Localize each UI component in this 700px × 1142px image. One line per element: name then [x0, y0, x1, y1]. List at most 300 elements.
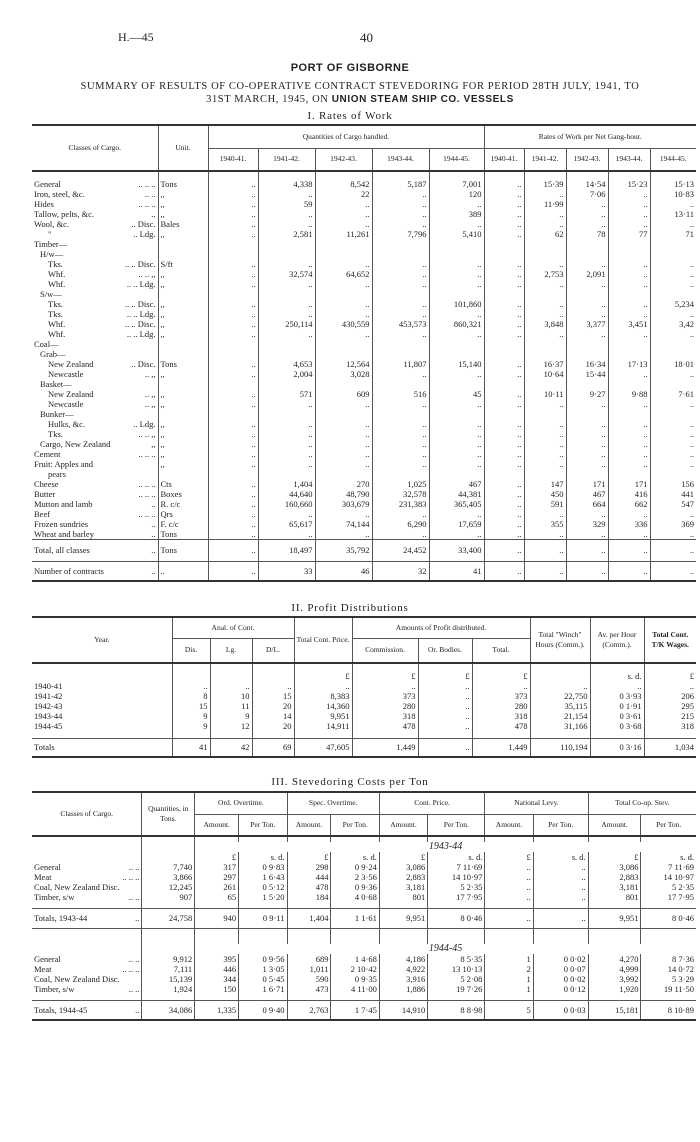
quantity-cell: 8,542: [315, 179, 372, 189]
cargo-class: [32, 279, 158, 289]
cargo-qualifier: .. .. ..: [138, 178, 156, 189]
col-amount: Amount.: [287, 814, 331, 836]
winch-cell: 35,115: [530, 701, 590, 711]
quantity-cell: ..: [372, 429, 429, 439]
spacer-cell: [210, 731, 252, 739]
cargo-label: Totals, 1943-44: [34, 913, 88, 923]
rate-cell: 10·83: [650, 189, 696, 199]
rate-cell: 591: [524, 499, 566, 509]
table-row: [32, 229, 696, 239]
quantity-cell: 303,679: [315, 499, 372, 509]
cargo-qualifier: .. Disc.: [131, 218, 156, 229]
amount-cell: 2,763: [287, 1000, 331, 1020]
cargo-label: Tallow, pelts, &c.: [34, 208, 94, 219]
quantity-cell: ..: [258, 189, 315, 199]
col-unit: Unit.: [158, 125, 208, 171]
units-row: [32, 663, 696, 681]
rate-cell: [484, 469, 524, 479]
quantity-cell: 231,383: [372, 499, 429, 509]
table-row: [32, 319, 696, 329]
per-ton-cell: 0 9·36: [331, 882, 379, 892]
rate-cell: 547: [650, 499, 696, 509]
per-ton-cell: 1 6·71: [239, 984, 287, 994]
winch-cell: 21,154: [530, 711, 590, 721]
quantity-cell: ..: [429, 219, 484, 229]
quantity-cell: ..: [208, 319, 258, 329]
amount-cell: 1,886: [379, 984, 427, 994]
unit-cell: ,,: [158, 389, 208, 399]
cargo-label: General: [34, 862, 61, 872]
per-ton-cell: 0 0·02: [533, 974, 588, 984]
quantity-cell: 389: [429, 209, 484, 219]
quantity-cell: [372, 239, 429, 249]
quantity-cell: 3,028: [315, 369, 372, 379]
rate-cell: 10·11: [524, 389, 566, 399]
cargo-qualifier: ..: [151, 498, 156, 509]
table-row: [32, 519, 696, 529]
cargo-label: General: [34, 178, 61, 189]
quantity-cell: ..: [258, 209, 315, 219]
rate-cell: [524, 409, 566, 419]
quantity-cell: 12,564: [315, 359, 372, 369]
cargo-qualifier: .. .. ..: [122, 872, 140, 882]
quantity-cell: 45: [429, 389, 484, 399]
per-ton-cell: 8 8·98: [428, 1000, 485, 1020]
cargo-label: Iron, steel, &c.: [34, 188, 85, 199]
cargo-label: Coal, New Zealand Disc.: [34, 974, 120, 984]
quantity-cell: ..: [315, 199, 372, 209]
unit-cell: Tons: [158, 539, 208, 561]
spacer-cell: [32, 944, 142, 954]
quantity-cell: [258, 249, 315, 259]
cargo-qualifier: .. ..: [128, 954, 140, 964]
rate-cell: 2,091: [566, 269, 608, 279]
amount-cell: 3,181: [588, 882, 641, 892]
rate-cell: 3,848: [524, 319, 566, 329]
cargo-label: Timber, s/w: [34, 984, 75, 994]
table-row: [32, 409, 696, 419]
quantity-cell: 2,004: [258, 369, 315, 379]
quantity-cell: [208, 339, 258, 349]
quantity-cell: ..: [372, 369, 429, 379]
rate-cell: ..: [524, 539, 566, 561]
table-row: [32, 984, 696, 994]
cargo-qualifier: .. .. Disc.: [125, 258, 156, 269]
page-number: 40: [360, 30, 373, 45]
unit-cell: Bales: [158, 219, 208, 229]
unit-cell: S/ft: [158, 259, 208, 269]
table-row: [32, 179, 696, 189]
price-cell: 14,360: [294, 701, 352, 711]
rate-cell: [484, 289, 524, 299]
quantity-cell: 270: [315, 479, 372, 489]
quantity-cell: [208, 289, 258, 299]
amount-cell: 444: [287, 872, 331, 882]
cargo-label: Newcastle: [48, 368, 84, 379]
rate-cell: [650, 339, 696, 349]
col-amount: Amount.: [195, 814, 239, 836]
rate-cell: [524, 469, 566, 479]
winch-cell: 22,750: [530, 691, 590, 701]
unit-cell: ,,: [158, 319, 208, 329]
rate-cell: ..: [484, 429, 524, 439]
per-ton-cell: 1 4·68: [331, 954, 379, 964]
rate-cell: ..: [484, 561, 524, 581]
amount-cell: 1,011: [287, 964, 331, 974]
cargo-qualifier: .. .. ..: [138, 198, 156, 209]
cargo-qualifier: .. ..: [128, 862, 140, 872]
quantity-cell: [429, 339, 484, 349]
dis-cell: 9: [172, 711, 210, 721]
rate-cell: [608, 339, 650, 349]
quantity-cell: 11,261: [315, 229, 372, 239]
rate-cell: 78: [566, 229, 608, 239]
section-2-title: II. Profit Distributions: [291, 602, 409, 614]
per-ton-cell: 1 6·43: [239, 872, 287, 882]
col-or-bodies: Or. Bodies.: [418, 639, 472, 663]
quantity-cell: 609: [315, 389, 372, 399]
quantity-cell: ..: [372, 439, 429, 449]
spacer-cell: [485, 928, 533, 938]
cargo-class: [32, 469, 158, 479]
cargo-class: [32, 908, 142, 928]
spacer-cell: [32, 852, 142, 862]
rate-cell: [608, 349, 650, 359]
cargo-label: pears: [48, 468, 66, 479]
lg-cell: 11: [210, 701, 252, 711]
rate-cell: ..: [524, 209, 566, 219]
quantity-cell: ..: [258, 419, 315, 429]
rate-cell: [484, 379, 524, 389]
table-row: [32, 509, 696, 519]
rate-cell: ..: [566, 449, 608, 459]
amount-cell: 2,883: [588, 872, 641, 882]
cargo-label: Meat: [34, 964, 52, 974]
total-cell: ..: [472, 681, 530, 691]
per-ton-cell: 5 2·35: [428, 882, 485, 892]
col-dis: Dis.: [172, 639, 210, 663]
per-ton-cell: 4 0·68: [331, 892, 379, 902]
quantity-cell: ..: [372, 219, 429, 229]
av-cell: 0 3·68: [590, 721, 644, 731]
year-cell: 1941-42: [34, 690, 63, 701]
rate-cell: ..: [484, 399, 524, 409]
unit-symbol: s. d.: [641, 852, 696, 862]
cargo-label: Grab—: [40, 348, 66, 359]
cargo-label: Hides: [34, 198, 54, 209]
amount-cell: 446: [195, 964, 239, 974]
rate-cell: 11·99: [524, 199, 566, 209]
rate-cell: 9·27: [566, 389, 608, 399]
cargo-class: [32, 299, 158, 309]
unit-symbol: £: [287, 852, 331, 862]
per-ton-cell: 0 9·35: [331, 974, 379, 984]
quantity-cell: ..: [429, 529, 484, 540]
rate-cell: ..: [524, 419, 566, 429]
rate-cell: ..: [650, 509, 696, 519]
rate-year-header: 1940-41.: [484, 149, 524, 171]
amount-cell: 801: [588, 892, 641, 902]
unit-symbol: [252, 663, 294, 681]
rate-cell: 15·23: [608, 179, 650, 189]
table-row: [32, 399, 696, 409]
quantity-cell: [315, 379, 372, 389]
unit-cell: [158, 289, 208, 299]
spacer-cell: [208, 171, 258, 179]
quantity-cell: 65,617: [258, 519, 315, 529]
rate-cell: 15·39: [524, 179, 566, 189]
table-row: [32, 259, 696, 269]
col-per-ton: Per Ton.: [428, 814, 485, 836]
unit-cell: ,,: [158, 279, 208, 289]
rate-cell: [484, 339, 524, 349]
comm-cell: 280: [352, 701, 418, 711]
rate-cell: [524, 239, 566, 249]
rate-cell: [484, 409, 524, 419]
quantity-cell: [258, 409, 315, 419]
rate-cell: ..: [524, 299, 566, 309]
amount-cell: 65: [195, 892, 239, 902]
amount-cell: 298: [287, 862, 331, 872]
quantity-cell: 860,321: [429, 319, 484, 329]
quantity-cell: ..: [208, 419, 258, 429]
quantity-cell: ..: [258, 309, 315, 319]
quantity-cell: ..: [315, 529, 372, 540]
per-ton-cell: 14 10·97: [641, 872, 696, 882]
per-ton-cell: 2 3·56: [331, 872, 379, 882]
unit-symbol: s. d.: [428, 852, 485, 862]
cargo-class: [32, 309, 158, 319]
table-row: [32, 269, 696, 279]
rate-cell: 14·54: [566, 179, 608, 189]
rate-cell: [566, 349, 608, 359]
rate-cell: ..: [566, 199, 608, 209]
quantity-cell: 17,659: [429, 519, 484, 529]
per-ton-cell: 8 0·46: [641, 908, 696, 928]
quantity-cell: ..: [258, 329, 315, 339]
spacer-cell: [32, 171, 158, 179]
quantity-cell: ..: [372, 419, 429, 429]
amount-cell: ..: [485, 862, 533, 872]
unit-cell: ,,: [158, 199, 208, 209]
rate-cell: 13·11: [650, 209, 696, 219]
col-total: Total.: [472, 639, 530, 663]
quantity-cell: ..: [429, 449, 484, 459]
comm-cell: 1,449: [352, 739, 418, 757]
spacer-cell: [287, 928, 331, 938]
spacer-cell: [608, 171, 650, 179]
quantity-cell: 7,740: [142, 862, 195, 872]
unit-symbol: £: [644, 663, 696, 681]
quantity-cell: 11,807: [372, 359, 429, 369]
cargo-label: Tks.: [48, 308, 63, 319]
rate-cell: [608, 469, 650, 479]
rate-cell: 77: [608, 229, 650, 239]
cargo-class: [32, 439, 158, 449]
cargo-label: S/w—: [40, 288, 62, 299]
cargo-label: Cement: [34, 448, 61, 459]
rate-cell: ..: [566, 419, 608, 429]
table-row: [32, 379, 696, 389]
winch-cell: 31,166: [530, 721, 590, 731]
subtitle-line1: SUMMARY OF RESULTS OF CO-OPERATIVE CONTRACT STEVEDORING FOR PERIOD 28TH JULY, 1941, TO: [80, 81, 640, 92]
quantity-cell: ..: [372, 329, 429, 339]
unit-cell: ,,: [158, 419, 208, 429]
spacer-cell: [142, 928, 195, 938]
quantity-cell: [429, 349, 484, 359]
cargo-class: [32, 379, 158, 389]
cargo-label: Bunker—: [40, 408, 74, 419]
spacer-cell: [379, 928, 427, 938]
cargo-qualifier: .. .. ..: [138, 488, 156, 499]
quantity-cell: 18,497: [258, 539, 315, 561]
quantity-cell: [208, 349, 258, 359]
amount-cell: 940: [195, 908, 239, 928]
page-subtitle: [30, 80, 690, 106]
rate-cell: ..: [566, 299, 608, 309]
rate-cell: ..: [524, 189, 566, 199]
quantity-cell: 120: [429, 189, 484, 199]
spacer-cell: [32, 928, 142, 938]
quantity-cell: 7,796: [372, 229, 429, 239]
unit-symbol: s. d.: [239, 852, 287, 862]
unit-symbol: s. d.: [590, 663, 644, 681]
rate-cell: 441: [650, 489, 696, 499]
cargo-class: [32, 509, 158, 519]
quantity-cell: [315, 349, 372, 359]
quantity-cell: ..: [208, 519, 258, 529]
rate-cell: ..: [608, 561, 650, 581]
quantity-cell: ..: [429, 509, 484, 519]
rate-cell: [608, 289, 650, 299]
cargo-class: [32, 229, 158, 239]
per-ton-cell: 8 0·46: [428, 908, 485, 928]
rate-cell: ..: [608, 209, 650, 219]
rate-cell: [566, 239, 608, 249]
unit-symbol: £: [472, 663, 530, 681]
cargo-qualifier: .. .. Ldg.: [126, 308, 156, 319]
quantity-cell: ..: [315, 259, 372, 269]
quantity-cell: ..: [208, 179, 258, 189]
cargo-qualifier: .. .. ,,: [138, 268, 156, 279]
cargo-class: [32, 419, 158, 429]
cargo-class: [32, 369, 158, 379]
table-row: [32, 974, 696, 984]
quantity-cell: [258, 469, 315, 479]
cargo-qualifier: .. ,,: [144, 398, 156, 409]
col-amount: Amount.: [588, 814, 641, 836]
cargo-label: Totals, 1944-45: [34, 1004, 88, 1015]
quantity-cell: 33,400: [429, 539, 484, 561]
rate-cell: ..: [650, 529, 696, 540]
quantity-cell: [372, 289, 429, 299]
rate-year-header: 1944-45.: [650, 149, 696, 171]
quantity-cell: ..: [315, 399, 372, 409]
quantity-cell: 4,338: [258, 179, 315, 189]
quantity-cell: ..: [315, 209, 372, 219]
quantity-cell: 59: [258, 199, 315, 209]
col-per-ton: Per Ton.: [331, 814, 379, 836]
cargo-qualifier: ,,: [151, 438, 156, 449]
rate-cell: 156: [650, 479, 696, 489]
col-per-ton: Per Ton.: [239, 814, 287, 836]
quantity-cell: [208, 379, 258, 389]
spacer-cell: [533, 928, 588, 938]
group-header: National Levy.: [485, 792, 588, 814]
rate-cell: 16·34: [566, 359, 608, 369]
spacer-cell: [32, 842, 142, 852]
cargo-label: General: [34, 954, 61, 964]
col-quantities: Quantities, in Tons.: [142, 792, 195, 836]
table-row: [32, 349, 696, 359]
quantity-cell: 101,860: [429, 299, 484, 309]
unit-cell: ,,: [158, 209, 208, 219]
rate-cell: ..: [608, 309, 650, 319]
rate-cell: ..: [484, 499, 524, 509]
rate-cell: ..: [608, 429, 650, 439]
rate-cell: 467: [566, 489, 608, 499]
rate-cell: ..: [484, 219, 524, 229]
quantity-cell: ..: [208, 439, 258, 449]
cargo-qualifier: .. ..: [144, 188, 156, 199]
report-reference: H.—45: [118, 30, 154, 44]
rate-cell: ..: [524, 561, 566, 581]
rate-cell: ..: [608, 459, 650, 469]
comm-cell: 318: [352, 711, 418, 721]
cargo-label: Hulks, &c.: [48, 418, 86, 429]
av-cell: 0 3·93: [590, 691, 644, 701]
unit-cell: ,,: [158, 309, 208, 319]
rate-cell: ..: [524, 329, 566, 339]
cargo-label: Whf.: [48, 318, 66, 329]
quantity-cell: 24,758: [142, 908, 195, 928]
rate-cell: ..: [650, 539, 696, 561]
spacer-cell: [32, 731, 172, 739]
table-row: [32, 309, 696, 319]
rate-cell: ..: [608, 509, 650, 519]
rate-cell: ..: [650, 259, 696, 269]
per-ton-cell: 0 0·02: [533, 954, 588, 964]
table-row: [32, 219, 696, 229]
rate-cell: 171: [608, 479, 650, 489]
lg-cell: 9: [210, 711, 252, 721]
cargo-qualifier: .. ..: [128, 984, 140, 994]
quantity-cell: 453,573: [372, 319, 429, 329]
spacer-cell: [239, 928, 287, 938]
table-row: [32, 289, 696, 299]
quantity-cell: ..: [315, 439, 372, 449]
rate-cell: ..: [650, 219, 696, 229]
quantity-cell: 160,660: [258, 499, 315, 509]
quantity-cell: 516: [372, 389, 429, 399]
quantity-cell: ..: [372, 269, 429, 279]
group-header: Cont. Price.: [379, 792, 485, 814]
spacer-cell: [418, 731, 472, 739]
quantity-cell: ..: [372, 299, 429, 309]
rate-cell: ..: [484, 439, 524, 449]
quantity-cell: 1,924: [142, 984, 195, 994]
quantity-cell: ..: [372, 259, 429, 269]
cargo-label: Whf.: [48, 278, 66, 289]
cargo-label: Timber—: [34, 238, 68, 249]
col-amount: Amount.: [379, 814, 427, 836]
cargo-class: [32, 319, 158, 329]
rate-cell: [524, 289, 566, 299]
amount-cell: 395: [195, 954, 239, 964]
per-ton-cell: 2 10·42: [331, 964, 379, 974]
amount-cell: 1: [485, 974, 533, 984]
amount-cell: ..: [485, 872, 533, 882]
